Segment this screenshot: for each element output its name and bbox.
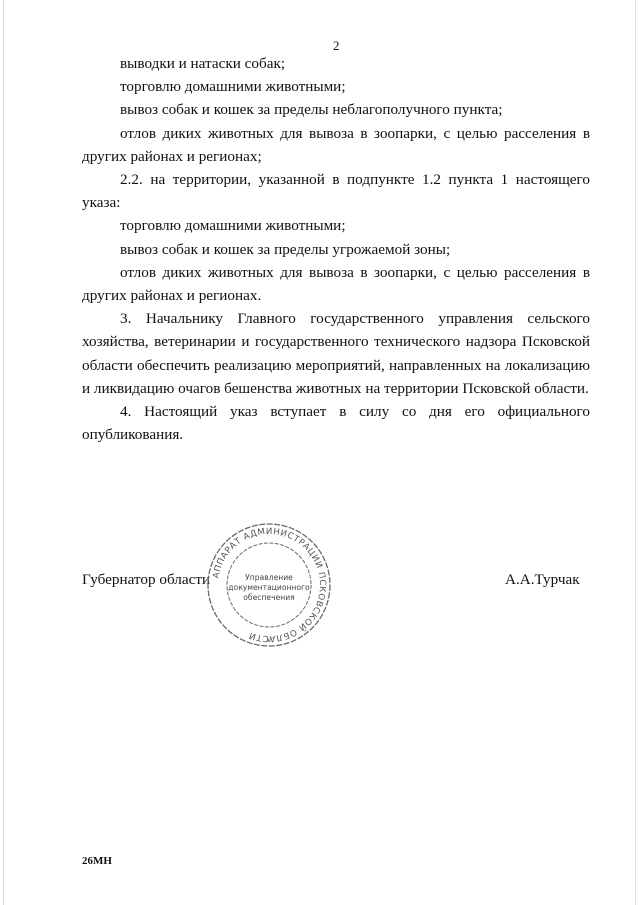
paragraph-3: вывоз собак и кошек за пределы неблагополучного пункта; [120, 101, 503, 119]
paragraph-10: 4. Настоящий указ вступает в силу со дня его официального опубликования. [82, 403, 590, 444]
stamp-line-3: обеспечения [243, 593, 295, 602]
scan-edge-right [635, 0, 636, 905]
official-stamp [206, 522, 332, 648]
footer-code: 26МН [82, 855, 112, 867]
stamp-line-1: Управление [245, 573, 293, 582]
paragraph-5: 2.2. на территории, указанной в подпункте 1.2 пункта 1 настоящего указа: [82, 171, 590, 212]
paragraph-2: торговлю домашними животными; [120, 78, 346, 96]
stamp-ring-text: АППАРАТ АДМИНИСТРАЦИИ ПСКОВСКОЙ ОБЛАСТИ [211, 526, 328, 644]
paragraph-1: выводки и натаски собак; [120, 55, 286, 72]
scan-edge-left [3, 0, 4, 905]
paragraph-9: 3. Начальнику Главного государственного управления сельского хозяйства, ветеринарии и государственного технического надзора Псковской области обеспечить реализацию мероприятий, направленных на локализацию и ликвидацию очагов бешенства животных на территории Псковской области. [82, 310, 590, 397]
paragraph-7: вывоз собак и кошек за пределы угрожаемой зоны; [120, 240, 451, 258]
stamp-star: * [266, 638, 272, 648]
document-body [82, 52, 590, 446]
paragraph-6: торговлю домашними животными; [120, 217, 346, 235]
paragraph-4: отлов диких животных для вывоза в зоопарки, с целью расселения в других районах и регионах; [82, 124, 590, 165]
page-number: 2 [333, 38, 340, 53]
paragraph-8: отлов диких животных для вывоза в зоопарки, с целью расселения в других районах и регионах. [82, 263, 590, 305]
stamp-line-2: документационного [228, 583, 310, 592]
signatory-name: А.А.Турчак [505, 571, 580, 588]
signatory-title: Губернатор области [82, 571, 211, 588]
